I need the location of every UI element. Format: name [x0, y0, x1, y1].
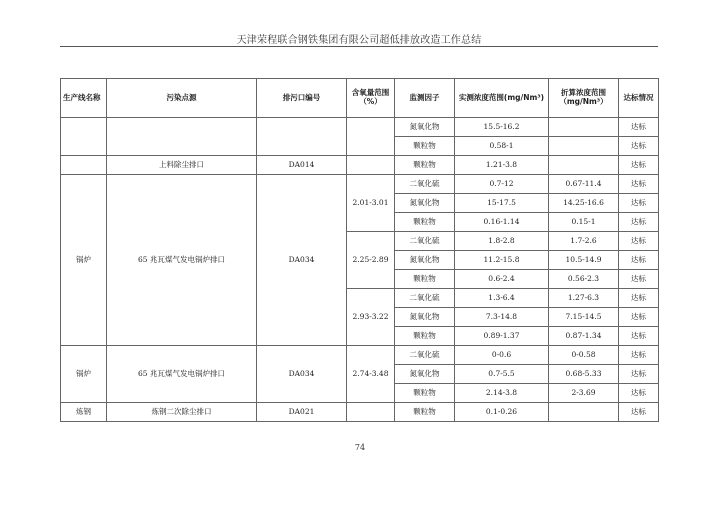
cell-converted: 14.25-16.6 [549, 194, 619, 213]
cell-line-name [61, 156, 107, 175]
cell-measured: 7.3-14.8 [455, 308, 549, 327]
cell-outlet-id: DA034 [257, 346, 347, 403]
cell-converted [549, 403, 619, 422]
table-header-row [61, 79, 659, 118]
cell-pollution-source: 上料除尘排口 [107, 156, 257, 175]
cell-compliance: 达标 [619, 289, 659, 308]
cell-factor: 二氧化硫 [395, 175, 455, 194]
cell-factor: 颗粒物 [395, 403, 455, 422]
emissions-table [60, 78, 659, 422]
cell-compliance: 达标 [619, 118, 659, 137]
page-number: 74 [354, 443, 366, 452]
cell-converted [549, 137, 619, 156]
cell-oxygen-range: 2.01-3.01 [347, 175, 395, 232]
table-row [61, 156, 659, 175]
cell-factor: 二氧化硫 [395, 232, 455, 251]
cell-compliance: 达标 [619, 213, 659, 232]
cell-compliance: 达标 [619, 327, 659, 346]
col-header-pollution-source: 污染点源 [107, 79, 257, 118]
cell-compliance: 达标 [619, 270, 659, 289]
cell-compliance: 达标 [619, 156, 659, 175]
cell-factor: 氮氧化物 [395, 194, 455, 213]
cell-line-name: 炼钢 [61, 403, 107, 422]
cell-converted [549, 118, 619, 137]
cell-compliance: 达标 [619, 308, 659, 327]
cell-factor: 颗粒物 [395, 270, 455, 289]
cell-factor: 氮氧化物 [395, 118, 455, 137]
cell-line-name: 锅炉 [61, 346, 107, 403]
cell-measured: 0-0.6 [455, 346, 549, 365]
cell-oxygen-range: 2.93-3.22 [347, 289, 395, 346]
cell-measured: 2.14-3.8 [455, 384, 549, 403]
col-header-monitoring-factor: 监测因子 [395, 79, 455, 118]
cell-factor: 颗粒物 [395, 213, 455, 232]
cell-measured: 0.1-0.26 [455, 403, 549, 422]
cell-factor: 颗粒物 [395, 384, 455, 403]
cell-oxygen-range [347, 156, 395, 175]
cell-converted: 0-0.58 [549, 346, 619, 365]
cell-converted: 0.68-5.33 [549, 365, 619, 384]
cell-measured: 0.7-12 [455, 175, 549, 194]
cell-outlet-id: DA014 [257, 156, 347, 175]
cell-compliance: 达标 [619, 137, 659, 156]
cell-compliance: 达标 [619, 384, 659, 403]
header-divider [60, 46, 658, 47]
cell-oxygen-range: 2.74-3.48 [347, 346, 395, 403]
cell-measured: 15-17.5 [455, 194, 549, 213]
cell-factor: 氮氧化物 [395, 251, 455, 270]
cell-pollution-source [107, 118, 257, 156]
cell-converted: 1.7-2.6 [549, 232, 619, 251]
cell-factor: 二氧化硫 [395, 346, 455, 365]
cell-oxygen-range: 2.25-2.89 [347, 232, 395, 289]
table-row [61, 175, 659, 194]
cell-measured: 0.6-2.4 [455, 270, 549, 289]
cell-measured: 0.16-1.14 [455, 213, 549, 232]
cell-converted: 1.27-6.3 [549, 289, 619, 308]
cell-measured: 1.3-6.4 [455, 289, 549, 308]
cell-oxygen-range [347, 403, 395, 422]
col-header-line-name: 生产线名称 [61, 79, 107, 118]
cell-factor: 氮氧化物 [395, 365, 455, 384]
cell-line-name [61, 118, 107, 156]
cell-compliance: 达标 [619, 346, 659, 365]
cell-line-name: 锅炉 [61, 175, 107, 346]
cell-converted: 0.87-1.34 [549, 327, 619, 346]
cell-outlet-id [257, 118, 347, 156]
cell-compliance: 达标 [619, 403, 659, 422]
cell-compliance: 达标 [619, 194, 659, 213]
cell-measured: 0.7-5.5 [455, 365, 549, 384]
table-row [61, 118, 659, 137]
cell-compliance: 达标 [619, 232, 659, 251]
cell-measured: 1.8-2.8 [455, 232, 549, 251]
cell-compliance: 达标 [619, 365, 659, 384]
table-row [61, 346, 659, 365]
col-header-compliance: 达标情况 [619, 79, 659, 118]
cell-compliance: 达标 [619, 175, 659, 194]
cell-pollution-source: 65 兆瓦煤气发电锅炉排口 [107, 175, 257, 346]
col-header-outlet-id: 排污口编号 [257, 79, 347, 118]
cell-converted [549, 156, 619, 175]
table-row [61, 403, 659, 422]
cell-measured: 11.2-15.8 [455, 251, 549, 270]
cell-converted: 0.67-11.4 [549, 175, 619, 194]
cell-factor: 颗粒物 [395, 327, 455, 346]
cell-pollution-source: 炼钢二次除尘排口 [107, 403, 257, 422]
cell-measured: 1.21-3.8 [455, 156, 549, 175]
cell-converted: 7.15-14.5 [549, 308, 619, 327]
cell-oxygen-range [347, 118, 395, 156]
cell-pollution-source: 65 兆瓦煤气发电锅炉排口 [107, 346, 257, 403]
cell-compliance: 达标 [619, 251, 659, 270]
cell-factor: 氮氧化物 [395, 308, 455, 327]
cell-converted: 2-3.69 [549, 384, 619, 403]
cell-converted: 0.56-2.3 [549, 270, 619, 289]
col-header-oxygen-range: 含氧量范围（%） [347, 79, 395, 118]
cell-measured: 0.58-1 [455, 137, 549, 156]
cell-measured: 15.5-16.2 [455, 118, 549, 137]
col-header-measured-concentration: 实测浓度范围(mg/Nm³) [455, 79, 549, 118]
cell-factor: 颗粒物 [395, 156, 455, 175]
cell-factor: 二氧化硫 [395, 289, 455, 308]
col-header-converted-concentration: 折算浓度范围（mg/Nm³） [549, 79, 619, 118]
cell-measured: 0.89-1.37 [455, 327, 549, 346]
cell-outlet-id: DA021 [257, 403, 347, 422]
cell-outlet-id: DA034 [257, 175, 347, 346]
cell-converted: 10.5-14.9 [549, 251, 619, 270]
cell-factor: 颗粒物 [395, 137, 455, 156]
document-header-title: 天津荣程联合钢铁集团有限公司超低排放改造工作总结 [236, 35, 482, 46]
cell-converted: 0.15-1 [549, 213, 619, 232]
